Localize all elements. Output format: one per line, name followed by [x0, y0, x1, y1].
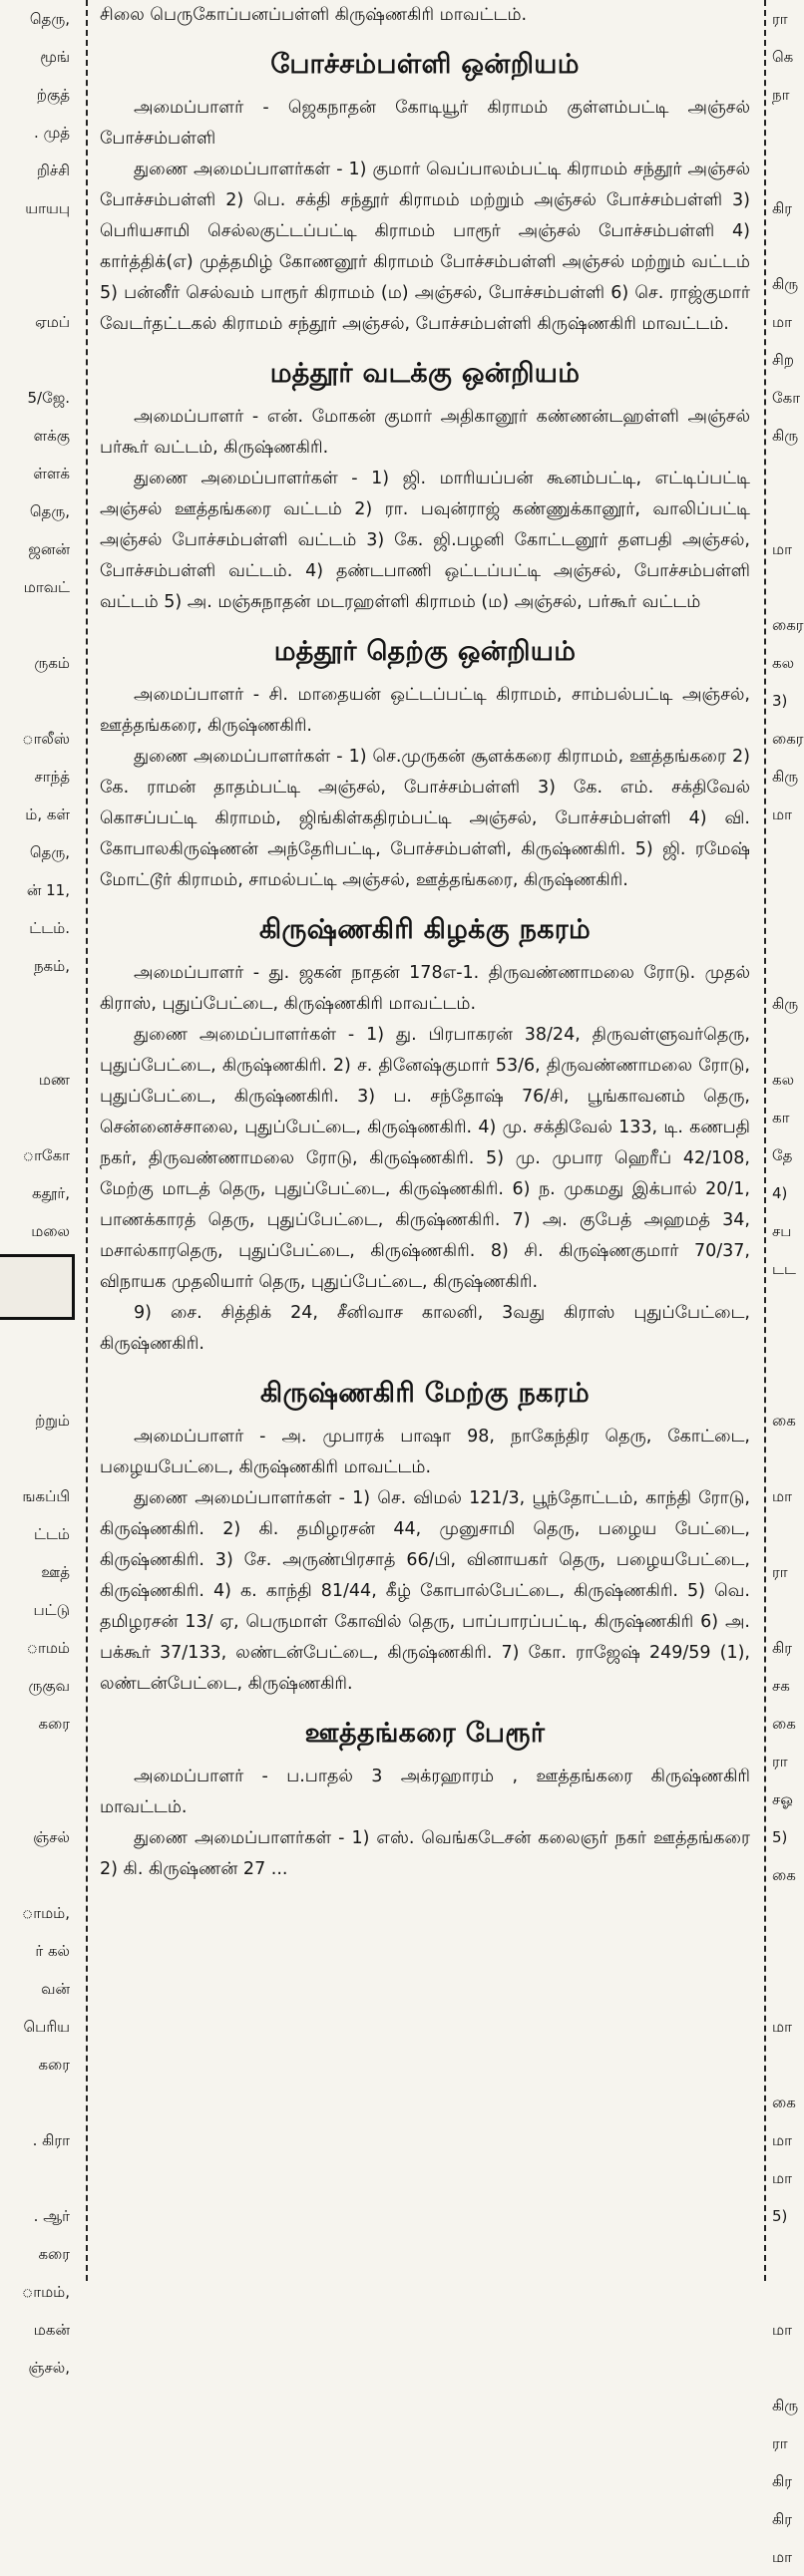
section-deputies: துணை அமைப்பாளர்கள் - 1) ஜி. மாரியப்பன் கூனம்பட்டி, எட்டிப்பட்டி அஞ்சல் ஊத்தங்கரை வட்டம் 2) ரா. பவுன்ராஜ் கண்ணுக்கானூர், வாலிப்பட்டி அஞ்சல் போச்சம்பள்ளி வட்டம் 3) கே. ஜி.பழனி கோட்டனூர் தளபதி அஞ்சல், போச்சம்பள்ளி வட்டம். 4) தண்டபாணி ஒட்டப்பட்டி அஞ்சல், போச்சம்பள்ளி வட்டம் 5) அ. மஞ்சுநாதன் மடரஹள்ளி கிராமம் (ம) அஞ்சல், பர்கூர் வட்டம்: [100, 469, 750, 612]
column-fragment: கிரு: [772, 275, 799, 293]
column-fragment: [768, 1591, 798, 1629]
column-fragment: [768, 2046, 798, 2084]
column-fragment: 5): [772, 2207, 788, 2225]
column-fragment: கிரு: [772, 2397, 799, 2415]
column-fragment: [768, 1894, 798, 1932]
column-fragment: [0, 1326, 78, 1364]
column-fragment: [768, 455, 798, 492]
column-fragment: ஜனன்: [28, 540, 70, 558]
section-organizer: அமைப்பாளர் - என். மோகன் குமார் அதிகானூர் கண்ணன்டஹள்ளி அஞ்சல் பர்கூர் வட்டம், கிருஷ்ணகிரி.: [100, 407, 750, 458]
column-fragment: சக: [772, 1677, 790, 1695]
column-fragment: ர் கல்: [35, 1942, 70, 1960]
section-title-krishnagiri-east: கிருஷ்ணகிரி கிழக்கு நகரம்: [258, 914, 592, 945]
column-fragment: [0, 227, 78, 265]
column-fragment: 5/ஜே.: [27, 389, 70, 407]
column-fragment: சாந்த்: [34, 768, 70, 786]
column-fragment: [768, 114, 798, 152]
column-fragment: [768, 909, 798, 947]
column-fragment: மா: [772, 2131, 792, 2149]
section-title-pochampalli: போச்சம்பள்ளி ஒன்றியம்: [270, 49, 580, 80]
column-fragment: மா: [772, 540, 792, 558]
column-fragment: சப: [772, 1222, 792, 1240]
section-organizer: அமைப்பாளர் - து. ஜகன் நாதன் 178எ-1. திருவண்ணாமலை ரோடு. முதல் கிராஸ், புதுப்பேட்டை, கிருஷ்ணகிரி மாவட்டம்.: [100, 963, 750, 1014]
column-fragment: [768, 1970, 798, 2008]
section-deputies: துணை அமைப்பாளர்கள் - 1) எஸ். வெங்கடேசன் கலைஞர் நகர் ஊத்தங்கரை 2) கி. கிருஷ்ணன் 27 ...: [100, 1828, 750, 1879]
column-fragment: ரா: [772, 1753, 788, 1771]
column-fragment: [768, 1932, 798, 1970]
column-fragment: மண: [38, 1071, 70, 1089]
column-fragment: ஏமப்: [35, 313, 70, 331]
column-fragment: ாகோ: [22, 1146, 70, 1164]
column-fragment: [0, 985, 78, 1023]
column-fragment: டட: [772, 1260, 796, 1278]
column-fragment: நா: [772, 86, 790, 104]
column-fragment: மா: [772, 805, 792, 823]
column-fragment: ட்டம்.: [29, 919, 70, 937]
column-fragment: ருகுவ: [28, 1677, 70, 1695]
column-fragment: மா: [772, 313, 792, 331]
section-title-mathur-south: மத்தூர் தெற்கு ஒன்றியம்: [273, 636, 577, 667]
main-article-column: [100, 0, 750, 1885]
section-deputies: துணை அமைப்பாளர்கள் - 1) செ. விமல் 121/3, பூந்தோட்டம், காந்தி ரோடு, கிருஷ்ணகிரி. 2) கி. தமிழரசன் 44, முனுசாமி தெரு, பழைய பேட்டை, கிருஷ்ணகிரி. 3) சே. அருண்பிரசாத் 66/பி, வினாயகர் தெரு, பழையபேட்டை, கிருஷ்ணகிரி. 4) க. காந்தி 81/44, கீழ் கோபால்பேட்டை, கிருஷ்ணகிரி. 5) வெ. தமிழரசன் 13/ ஏ, பெருமாள் கோவில் தெரு, பாப்பாரப்பட்டி, கிருஷ்ணகிரி 6) அ. பக்கூர் 37/133, லண்டன்பேட்டை, கிருஷ்ணகிரி. 7) கோ. ராஜேஷ் 249/59 (1), லண்டன்பேட்டை, கிருஷ்ணகிரி.: [100, 1488, 750, 1694]
column-fragment: கதூர்,: [31, 1184, 70, 1202]
column-fragment: [0, 1780, 78, 1818]
column-fragment: மாவட்: [23, 578, 70, 596]
column-fragment: [0, 265, 78, 303]
section-organizer: அமைப்பாளர் - சி. மாதையன் ஒட்டப்பட்டி கிராமம், சாம்பல்பட்டி அஞ்சல், ஊத்தங்கரை, கிருஷ்ணகிரி.: [100, 685, 750, 736]
column-fragment: பட்டு: [33, 1601, 70, 1619]
column-fragment: ாமம்,: [21, 1904, 70, 1922]
column-fragment: [768, 1364, 798, 1402]
column-fragment: [768, 871, 798, 909]
column-fragment: [0, 1856, 78, 1894]
column-fragment: மா: [772, 2321, 792, 2339]
column-fragment: [0, 1364, 78, 1402]
column-fragment: கைர: [772, 730, 804, 748]
column-fragment: றிச்சி: [37, 161, 70, 179]
column-fragment: கிர: [772, 1639, 793, 1657]
column-fragment: மா: [772, 2169, 792, 2187]
column-fragment: 4): [772, 1184, 788, 1202]
column-fragment: வன்: [41, 1980, 70, 1998]
column-fragment: 5): [772, 1828, 788, 1846]
intro-line: சிலை பெருகோப்பனப்பள்ளி கிருஷ்ணகிரி மாவட்டம்.: [100, 5, 528, 25]
column-fragment: பெரிய: [23, 2018, 70, 2036]
column-fragment: ரா: [772, 10, 788, 28]
column-fragment: கரை: [38, 2056, 70, 2074]
column-fragment: [0, 2084, 78, 2121]
column-fragment: ஙகப்பி: [22, 1487, 70, 1505]
column-fragment: தெரு,: [29, 10, 70, 28]
column-fragment: ற்குத்: [36, 86, 70, 104]
column-fragment: கா: [772, 1109, 790, 1127]
section-title-mathur-north: மத்தூர் வடக்கு ஒன்றியம்: [269, 358, 581, 389]
section-organizer: அமைப்பாளர் - ப.பாதல் 3 அக்ரஹாரம் , ஊத்தங்கரை கிருஷ்ணகிரி மாவட்டம்.: [100, 1767, 750, 1817]
column-fragment: 3): [772, 692, 788, 710]
column-fragment: ாமம்: [26, 1639, 70, 1657]
column-fragment: [768, 492, 798, 530]
column-fragment: ரா: [772, 2434, 788, 2452]
column-fragment: [768, 947, 798, 985]
column-fragment: . ஆர்: [33, 2207, 70, 2225]
column-fragment: [0, 2159, 78, 2197]
column-fragment: [768, 833, 798, 871]
column-fragment: கெ: [772, 48, 794, 66]
column-fragment: மலை: [31, 1222, 70, 1240]
column-fragment: சஓ: [772, 1790, 793, 1808]
right-column-divider: [764, 0, 766, 2281]
column-fragment: ன் 11,: [26, 881, 70, 899]
column-fragment: ம், கள்: [25, 805, 70, 823]
column-fragment: ஞ்சல்: [33, 1828, 70, 1846]
column-fragment: ளக்கு: [33, 427, 70, 445]
column-fragment: கிரு: [772, 427, 799, 445]
left-column-fragments: [0, 0, 78, 2377]
column-fragment: கல: [772, 1071, 795, 1089]
column-fragment: [768, 2273, 798, 2311]
column-fragment: [768, 152, 798, 189]
column-fragment: . முத்: [34, 124, 70, 142]
column-fragment: கை: [772, 2093, 796, 2111]
column-fragment: கிர: [772, 2472, 793, 2490]
column-fragment: மூங்: [40, 48, 70, 66]
column-fragment: [0, 682, 78, 720]
column-fragment: கிரு: [772, 768, 799, 786]
column-fragment: கோ: [772, 389, 801, 407]
column-fragment: [0, 1743, 78, 1780]
column-fragment: [0, 1440, 78, 1477]
column-fragment: கல: [772, 654, 795, 672]
column-fragment: கை: [772, 1715, 796, 1733]
column-fragment: மா: [772, 2548, 792, 2566]
column-fragment: [768, 1440, 798, 1477]
column-fragment: கரை: [38, 2245, 70, 2263]
column-fragment: [768, 1023, 798, 1061]
section-title-uthangarai: ஊத்தங்கரை பேரூர்: [304, 1718, 546, 1749]
column-fragment: ள்ளக்: [33, 465, 70, 483]
section-title-krishnagiri-west: கிருஷ்ணகிரி மேற்கு நகரம்: [260, 1378, 590, 1409]
column-fragment: [0, 606, 78, 644]
column-fragment: தெரு,: [29, 843, 70, 861]
column-fragment: [768, 2235, 798, 2273]
section-deputies: துணை அமைப்பாளர்கள் - 1) குமார் வெப்பாலம்பட்டி கிராமம் சந்தூர் அஞ்சல் போச்சம்பள்ளி 2) பெ. சக்தி சந்தூர் கிராமம் மற்றும் அஞ்சல் போச்சம்பள்ளி 3) பெரியசாமி செல்லகுட்டப்பட்டி கிராமம் பாரூர் அஞ்சல் போச்சம்பள்ளி 4) கார்த்திக்(எ) முத்தமிழ் கோணனூர் கிராமம் போச்சம்பள்ளி அஞ்சல் மற்றும் வட்டம் 5) பன்னீர் செல்வம் பாரூர் கிராமம் (ம) அஞ்சல், போச்சம்பள்ளி 6) செ. ராஜ்குமார் வேடர்தட்டகல் கிராமம் சந்தூர் அஞ்சல், போச்சம்பள்ளி கிருஷ்ணகிரி மாவட்டம்.: [100, 160, 750, 334]
column-fragment: ருகம்: [34, 654, 70, 672]
column-fragment: ரா: [772, 1563, 788, 1581]
right-column-fragments: [768, 0, 804, 2566]
column-fragment: தே: [772, 1146, 793, 1164]
column-fragment: [0, 341, 78, 379]
section-organizer: அமைப்பாளர் - ஜெகநாதன் கோடியூர் கிராமம் குள்ளம்பட்டி அஞ்சல் போச்சம்பள்ளி: [100, 98, 750, 149]
section-organizer: அமைப்பாளர் - அ. முபாரக் பாஷா 98, நாகேந்திர தெரு, கோட்டை, பழையபேட்டை, கிருஷ்ணகிரி மாவட்டம்.: [100, 1427, 750, 1477]
column-fragment: கரை: [38, 1715, 70, 1733]
column-fragment: ஊத்: [41, 1563, 70, 1581]
column-fragment: தெரு,: [29, 502, 70, 520]
column-fragment: [768, 1326, 798, 1364]
column-fragment: கிர: [772, 2510, 793, 2528]
section-deputies: துணை அமைப்பாளர்கள் - 1) செ.முருகன் சூளக்கரை கிராமம், ஊத்தங்கரை 2) கே. ராமன் தாதம்பட்டி அஞ்சல், போச்சம்பள்ளி 3) கே. எம். சக்திவேல் கொசப்பட்டி கிராமம், ஜிங்கிள்கதிரம்பட்டி அஞ்சல், போச்சம்பள்ளி 4) வி. கோபாலகிருஷ்ணன் அந்தேரிபட்டி, போச்சம்பள்ளி, கிருஷ்ணகிரி. 5) ஜி. ரமேஷ் மோட்டூர் கிராமம், சாமல்பட்டி அஞ்சல், ஊத்தங்கரை, கிருஷ்ணகிரி.: [100, 747, 750, 890]
column-fragment: [768, 227, 798, 265]
column-fragment: ஞ்சல்,: [28, 2359, 70, 2377]
column-fragment: [768, 1288, 798, 1326]
left-column-divider: [86, 0, 88, 2281]
column-fragment: கைர: [772, 616, 804, 634]
column-fragment: ாலீஸ்: [22, 730, 70, 748]
column-fragment: . கிரா: [32, 2131, 70, 2149]
section-deputies: துணை அமைப்பாளர்கள் - 1) து. பிரபாகரன் 38/24, திருவள்ளுவர்தெரு, புதுப்பேட்டை, கிருஷ்ணகிரி. 2) ச. தினேஷ்குமார் 53/6, திருவண்ணாமலை ரோடு, புதுப்பேட்டை, கிருஷ்ணகிரி. 3) ப. சந்தோஷ் 76/சி, பூங்காவனம் தெரு, சென்னைச்சாலை, புதுப்பேட்டை, கிருஷ்ணகிரி. 4) மு. சக்திவேல் 133, டி. கணபதி நகர், திருவண்ணாமலை ரோடு, கிருஷ்ணகிரி. 5) மு. முபார ஹெரீப் 42/108, மேற்கு மாடத் தெரு, புதுப்பேட்டை, கிருஷ்ணகிரி. 6) ந. முகமது இக்பால் 20/1, பாணக்காரத் தெரு, புதுப்பேட்டை, கிருஷ்ணகிரி. 7) அ. குபேத் அஹமத் 34, மசால்காரதெரு, புதுப்பேட்டை, கிருஷ்ணகிரி. 8) சி. கிருஷ்ணகுமார் 70/37, விநாயக முதலியார் தெரு, புதுப்பேட்டை, கிருஷ்ணகிரி.: [100, 1025, 750, 1292]
boxed-column-break: [0, 1254, 75, 1320]
column-fragment: யாயபு: [25, 199, 70, 217]
column-fragment: [768, 568, 798, 606]
column-fragment: கை: [772, 1866, 796, 1884]
column-fragment: மகன்: [33, 2321, 70, 2339]
column-fragment: [0, 1099, 78, 1136]
column-fragment: கை: [772, 1412, 796, 1430]
column-fragment: ற்றும்: [35, 1412, 70, 1430]
column-fragment: நகம்,: [33, 957, 70, 975]
column-fragment: மா: [772, 1487, 792, 1505]
column-fragment: கிரு: [772, 995, 799, 1013]
column-fragment: சிற: [772, 351, 794, 369]
column-fragment: [768, 2349, 798, 2387]
column-fragment: [0, 1023, 78, 1061]
column-fragment: கிர: [772, 199, 793, 217]
column-fragment: ாமம்,: [21, 2283, 70, 2301]
column-fragment: [768, 1515, 798, 1553]
section-deputies-cont: 9) சை. சித்திக் 24, சீனிவாச காலனி, 3வது கிராஸ் புதுப்பேட்டை, கிருஷ்ணகிரி.: [100, 1303, 750, 1354]
column-fragment: மா: [772, 2018, 792, 2036]
column-fragment: ட்டம்: [34, 1525, 70, 1543]
